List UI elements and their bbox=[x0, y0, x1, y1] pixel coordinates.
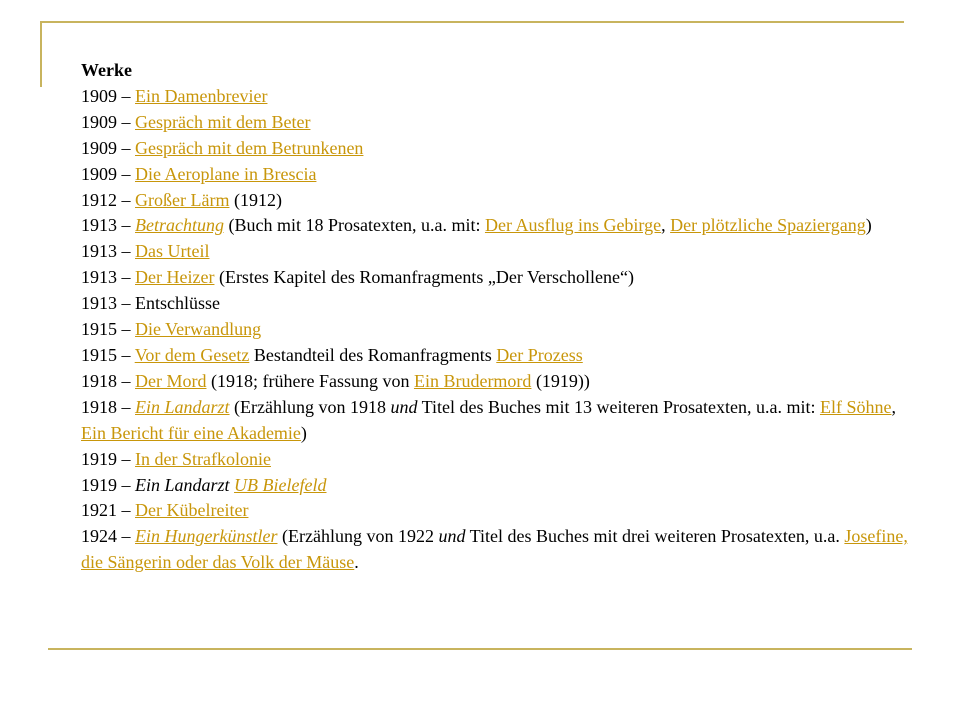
work-link[interactable]: Der Kübelreiter bbox=[135, 500, 249, 521]
work-link[interactable]: Ein Bericht für eine Akademie bbox=[81, 422, 301, 443]
left-border-line bbox=[40, 21, 42, 87]
top-border-line bbox=[40, 21, 904, 23]
entry-text: ) bbox=[865, 215, 872, 236]
entry-text: und bbox=[438, 526, 466, 547]
work-link[interactable]: Josefine, die Sängerin oder das Volk der Mäuse bbox=[81, 526, 908, 573]
work-entry bbox=[81, 498, 911, 524]
bottom-border-line bbox=[48, 648, 912, 650]
work-link[interactable]: Der Prozess bbox=[496, 344, 583, 365]
work-link[interactable]: Der Mord bbox=[135, 370, 207, 391]
work-link[interactable]: Ein Landarzt bbox=[135, 396, 230, 417]
work-entry bbox=[81, 473, 911, 499]
entry-text: 1919 – bbox=[81, 448, 135, 469]
work-link[interactable]: Der Heizer bbox=[135, 267, 215, 288]
work-link[interactable]: Der Ausflug ins Gebirge bbox=[484, 215, 662, 236]
work-entry bbox=[81, 291, 911, 317]
work-link[interactable]: Das Urteil bbox=[135, 241, 210, 262]
entry-text: Titel des Buches mit drei weiteren Prosatexten, u.a. bbox=[465, 526, 845, 547]
work-entry bbox=[81, 188, 911, 214]
work-entry bbox=[81, 265, 911, 291]
entry-text: 1915 – bbox=[81, 319, 135, 340]
work-entry bbox=[81, 395, 911, 447]
work-link[interactable]: Betrachtung bbox=[135, 215, 224, 236]
works-list bbox=[81, 58, 911, 576]
work-entry bbox=[81, 343, 911, 369]
entry-text: 1909 – bbox=[81, 85, 135, 106]
entry-text: 1913 – bbox=[81, 267, 135, 288]
entry-text: 1913 – bbox=[81, 215, 135, 236]
entry-text: 1915 – bbox=[81, 344, 135, 365]
work-entry bbox=[81, 447, 911, 473]
entry-text: ) bbox=[300, 422, 307, 443]
work-link[interactable]: Elf Söhne bbox=[819, 396, 892, 417]
work-link[interactable]: Die Aeroplane in Brescia bbox=[135, 163, 317, 184]
entry-text: 1909 – bbox=[81, 163, 135, 184]
entry-text: 1921 – bbox=[81, 500, 135, 521]
entry-text: 1913 – Entschlüsse bbox=[81, 293, 220, 314]
entry-text: und bbox=[390, 396, 418, 417]
work-link[interactable]: Gespräch mit dem Beter bbox=[135, 111, 311, 132]
work-link[interactable]: UB Bielefeld bbox=[234, 474, 327, 495]
work-entry bbox=[81, 369, 911, 395]
work-link[interactable]: Ein Hungerkünstler bbox=[135, 526, 278, 547]
work-link[interactable]: Ein Brudermord bbox=[413, 370, 532, 391]
work-entry bbox=[81, 84, 911, 110]
entry-text: (1918; frühere Fassung von bbox=[206, 370, 414, 391]
work-link[interactable]: In der Strafkolonie bbox=[135, 448, 271, 469]
entry-text: (1912) bbox=[229, 189, 282, 210]
work-link[interactable]: Die Verwandlung bbox=[135, 319, 262, 340]
entry-text: , bbox=[661, 215, 671, 236]
entry-text: 1918 – bbox=[81, 370, 135, 391]
work-entry bbox=[81, 524, 911, 576]
entry-text: Bestandteil des Romanfragments bbox=[249, 344, 497, 365]
work-entry bbox=[81, 136, 911, 162]
work-link[interactable]: Großer Lärm bbox=[135, 189, 230, 210]
work-entry bbox=[81, 162, 911, 188]
entry-text: , bbox=[891, 396, 896, 417]
entry-text: 1909 – bbox=[81, 137, 135, 158]
entry-text: 1913 – bbox=[81, 241, 135, 262]
work-entry bbox=[81, 110, 911, 136]
work-entry bbox=[81, 317, 911, 343]
work-link[interactable]: Der plötzliche Spaziergang bbox=[670, 215, 866, 236]
work-link[interactable]: Ein Damenbrevier bbox=[135, 85, 268, 106]
entry-text: 1909 – bbox=[81, 111, 135, 132]
entry-text: 1912 – bbox=[81, 189, 135, 210]
work-link[interactable]: Gespräch mit dem Betrunkenen bbox=[135, 137, 364, 158]
entry-text: (Buch mit 18 Prosatexten, u.a. mit: bbox=[223, 215, 485, 236]
work-entry bbox=[81, 239, 911, 265]
entry-text: Ein Landarzt bbox=[135, 474, 230, 495]
entry-text: (Erzählung von 1922 bbox=[277, 526, 439, 547]
entry-text: . bbox=[354, 552, 359, 573]
entry-text: Titel des Buches mit 13 weiteren Prosatexten, u.a. mit: bbox=[417, 396, 820, 417]
entry-text: 1919 – bbox=[81, 474, 135, 495]
entry-text: 1918 – bbox=[81, 396, 135, 417]
entry-text: 1924 – bbox=[81, 526, 135, 547]
work-link[interactable]: Vor dem Gesetz bbox=[134, 344, 250, 365]
entry-text: (Erzählung von 1918 bbox=[229, 396, 391, 417]
entries-container bbox=[81, 84, 911, 576]
work-entry bbox=[81, 213, 911, 239]
entry-text: (1919)) bbox=[531, 370, 590, 391]
entry-text: (Erstes Kapitel des Romanfragments „Der Verschollene“) bbox=[214, 267, 634, 288]
section-title: Werke bbox=[81, 60, 132, 80]
